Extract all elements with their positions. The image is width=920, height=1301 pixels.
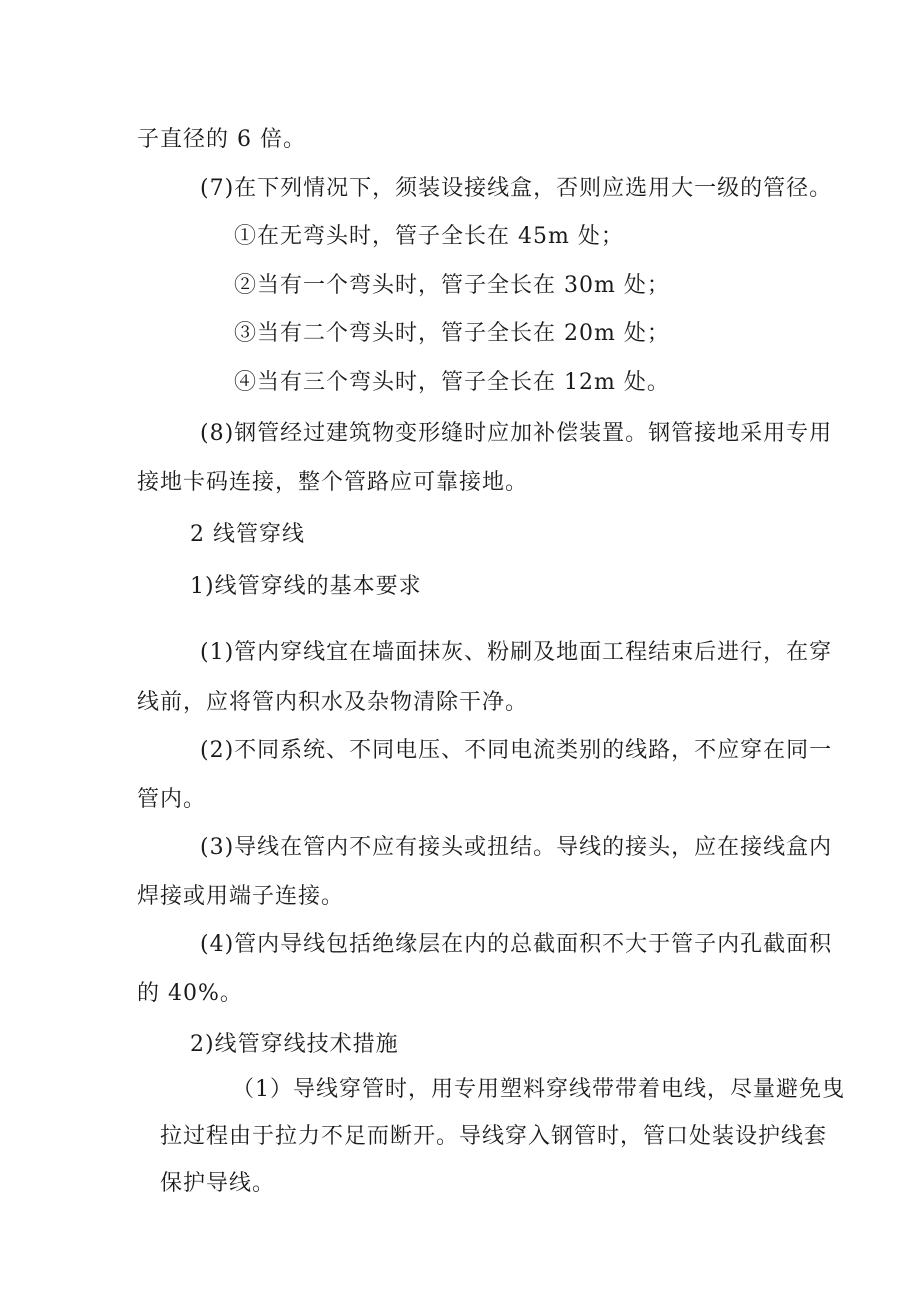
- list-item-1: ①在无弯头时，管子全长在 45m 处；: [234, 224, 624, 249]
- text-line-22: 保护导线。: [160, 1171, 276, 1196]
- text-line-18: 的 40%。: [137, 981, 243, 1006]
- section-heading: 2 线管穿线: [190, 522, 305, 547]
- subsection-heading-2: 2)线管穿线技术措施: [190, 1032, 399, 1057]
- text-line-11: (1)管内穿线宜在墙面抹灰、粉刷及地面工程结束后进行，在穿: [200, 640, 833, 665]
- text-line-15: (3)导线在管内不应有接头或扭结。导线的接头，应在接线盒内: [200, 835, 833, 860]
- text-line-14: 管内。: [137, 787, 207, 812]
- subsection-heading-1: 1)线管穿线的基本要求: [190, 574, 422, 599]
- list-item-2: ②当有一个弯头时，管子全长在 30m 处；: [234, 273, 670, 298]
- list-item-4: ④当有三个弯头时，管子全长在 12m 处。: [234, 370, 670, 395]
- text-line-12: 线前，应将管内积水及杂物清除干净。: [137, 690, 529, 715]
- text-line-1: 子直径的 6 倍。: [137, 127, 306, 152]
- text-line-16: 焊接或用端子连接。: [137, 884, 345, 909]
- text-line-21: 拉过程由于拉力不足而断开。导线穿入钢管时，管口处装设护线套: [160, 1124, 828, 1149]
- text-line-13: (2)不同系统、不同电压、不同电流类别的线路，不应穿在同一: [200, 738, 833, 763]
- text-line-8: 接地卡码连接，整个管路应可靠接地。: [137, 470, 529, 495]
- list-item-3: ③当有二个弯头时，管子全长在 20m 处；: [234, 321, 670, 346]
- text-line-20: （1）导线穿管时，用专用塑料穿线带带着电线，尽量避免曳: [232, 1077, 845, 1102]
- text-line-2: (7)在下列情况下，须装设接线盒，否则应选用大一级的管径。: [200, 176, 833, 201]
- text-line-17: (4)管内导线包括绝缘层在内的总截面积不大于管子内孔截面积: [200, 932, 833, 957]
- text-line-7: (8)钢管经过建筑物变形缝时应加补偿装置。钢管接地采用专用: [200, 421, 833, 446]
